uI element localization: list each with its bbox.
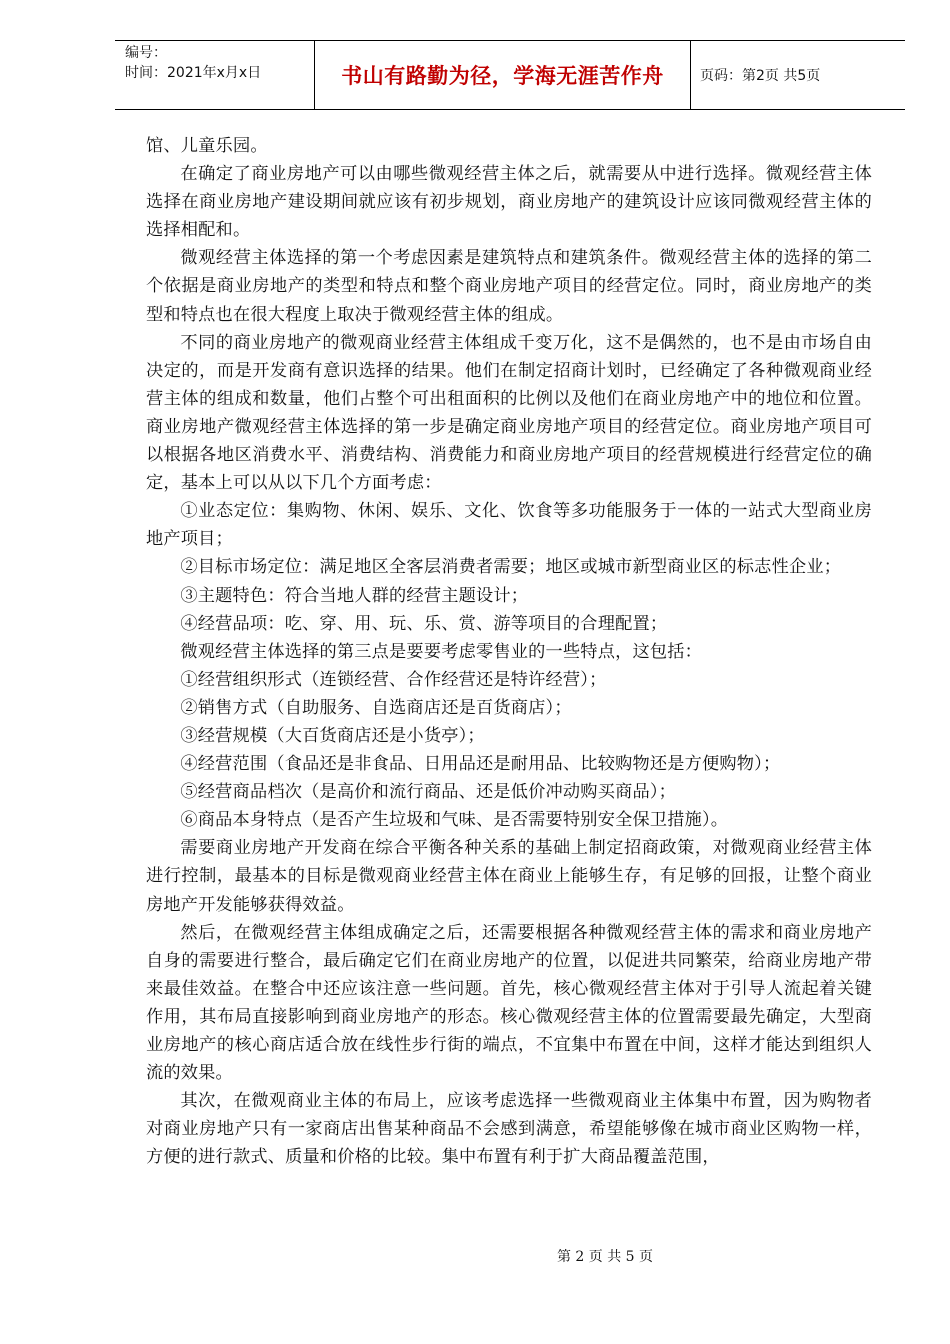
paragraph: ②目标市场定位：满足地区全客层消费者需要；地区或城市新型商业区的标志性企业； [180,557,842,578]
paragraph: ⑤经营商品档次（是高价和流行商品、还是低价冲动购买商品）； [180,782,677,803]
header-meta [115,41,315,109]
paragraph: 然后，在微观经营主体组成确定之后，还需要根据各种微观经营主体的需求和商业房地产自身的需要进行整合，最后确定它们在商业房地产的位置，以促进共同繁荣，给商业房地产带来最佳效益。在整合中还应该注意一些问题。首先，核心微观经营主体对于引导人流起着关键作用，其布局直接影响到商业房地产的形态。核心微观经营主体的位置需要最先确定，大型商业房地产的核心商店适合放在线性步行街的端点，不宜集中布置在中间，这样才能达到组织人流的效果。 [146,922,872,1084]
paragraph: ④经营范围（食品还是非食品、日用品还是耐用品、比较购物还是方便购物）； [180,754,781,775]
paragraph: ⑥商品本身特点（是否产生垃圾和气味、是否需要特别安全保卫措施）。 [180,810,729,831]
paragraph: ②销售方式（自助服务、自选商店还是百货商店）； [180,697,572,718]
header-motto: 书山有路勤为径，学海无涯苦作舟 [315,41,691,109]
paragraph: ①经营组织形式（连锁经营、合作经营还是特许经营）； [180,669,607,690]
paragraph: ④经营品项：吃、穿、用、玩、乐、赏、游等项目的合理配置； [180,613,668,634]
document-body [146,132,872,1171]
paragraph: ③主题特色：符合当地人群的经营主题设计； [180,585,529,606]
paragraph: 微观经营主体选择的第一个考虑因素是建筑特点和建筑条件。微观经营主体的选择的第二个依据是商业房地产的类型和特点和整个商业房地产项目的经营定位。同时，商业房地产的类型和特点也在很大程度上取决于微观经营主体的组成。 [146,248,872,325]
page-footer [0,1246,950,1266]
paragraph: 其次，在微观商业主体的布局上，应该考虑选择一些微观商业主体集中布置，因为购物者对商业房地产只有一家商店出售某种商品不会感到满意，希望能够像在城市商业区购物一样，方便的进行款式、质量和价格的比较。集中布置有利于扩大商品覆盖范围， [146,1091,872,1168]
header-page-code: 页码：第2页 共5页 [700,68,821,84]
paragraph: 微观经营主体选择的第三点是要要考虑零售业的一些特点，这包括： [180,641,703,662]
page-header [115,40,905,110]
paragraph: ①业态定位：集购物、休闲、娱乐、文化、饮食等多功能服务于一体的一站式大型商业房地产项目； [146,501,872,550]
paragraph: ③经营规模（大百货商店还是小货亭）； [180,725,485,746]
footer-page-number: 第 2 页 共 5 页 [556,1249,654,1265]
serial-label: 编号： [125,45,167,61]
time-label: 时间：2021年x月x日 [125,65,262,81]
paragraph: 不同的商业房地产的微观商业经营主体组成千变万化，这不是偶然的，也不是由市场自由决定的，而是开发商有意识选择的结果。他们在制定招商计划时，已经确定了各种微观商业经营主体的组成和数量，他们占整个可出租面积的比例以及他们在商业房地产中的地位和位置。商业房地产微观经营主体选择的第一步是确定商业房地产项目的经营定位。商业房地产项目可以根据各地区消费水平、消费结构、消费能力和商业房地产项目的经营规模进行经营定位的确定，基本上可以从以下几个方面考虑： [146,332,872,494]
paragraph: 在确定了商业房地产可以由哪些微观经营主体之后，就需要从中进行选择。微观经营主体选择在商业房地产建设期间就应该有初步规划，商业房地产的建筑设计应该同微观经营主体的选择相配和。 [146,164,872,241]
paragraph: 需要商业房地产开发商在综合平衡各种关系的基础上制定招商政策，对微观商业经营主体进行控制，最基本的目标是微观商业经营主体在商业上能够生存，有足够的回报，让整个商业房地产开发能够获得效益。 [146,838,872,915]
paragraph: 馆、儿童乐园。 [146,136,268,156]
